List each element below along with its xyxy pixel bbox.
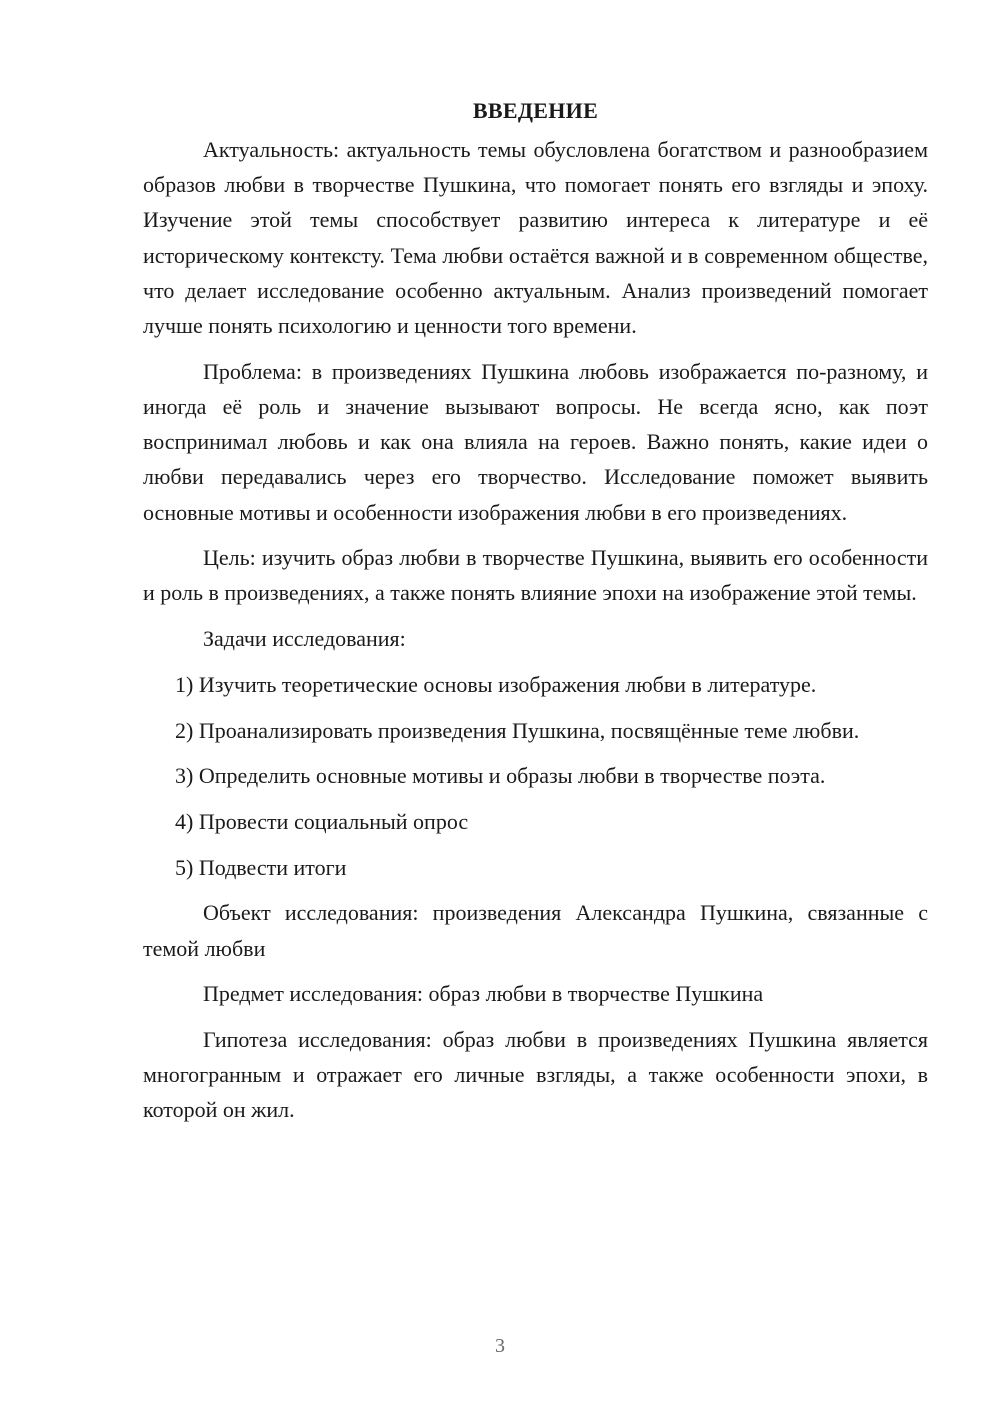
subject-paragraph: Предмет исследования: образ любви в творчестве Пушкина: [203, 981, 764, 1007]
problem-paragraph: Проблема: в произведениях Пушкина любовь изображается по-разному, и иногда её роль и значение вызывают вопросы. Не всегда ясно, как поэт воспринимал любовь и как она влияла на героев. Важно понять, какие идеи о любви передавались через его творчество. Исследование поможет выявить основные мотивы и особенности изображения любви в его произведениях.: [143, 358, 928, 525]
object-paragraph: Объект исследования: произведения Александра Пушкина, связанные с темой любви: [143, 900, 928, 961]
task-item: 1) Изучить теоретические основы изображения любви в литературе.: [175, 671, 817, 697]
task-item: 2) Проанализировать произведения Пушкина, посвящённые теме любви.: [175, 717, 860, 743]
page-title: ВВЕДЕНИЕ: [472, 98, 599, 123]
task-item: 3) Определить основные мотивы и образы любви в творчестве поэта.: [175, 763, 826, 789]
document-page: [143, 96, 928, 1138]
task-item: 4) Провести социальный опрос: [175, 808, 469, 834]
page-number: 3: [495, 1335, 505, 1357]
hypothesis-paragraph: Гипотеза исследования: образ любви в произведениях Пушкина является многогранным и отражает его личные взгляды, а также особенности эпохи, в которой он жил.: [143, 1026, 928, 1123]
task-item: 5) Подвести итоги: [175, 854, 347, 880]
tasks-heading: Задачи исследования:: [203, 626, 406, 652]
goal-paragraph: Цель: изучить образ любви в творчестве Пушкина, выявить его особенности и роль в произведениях, а также понять влияние эпохи на изображение этой темы.: [143, 545, 928, 606]
relevance-paragraph: Актуальность: актуальность темы обусловлена богатством и разнообразием образов любви в творчестве Пушкина, что помогает понять его взгляды и эпоху. Изучение этой темы способствует развитию интереса к литературе и её историческому контексту. Тема любви остаётся важной и в современном обществе, что делает исследование особенно актуальным. Анализ произведений помогает лучше понять психологию и ценности того времени.: [143, 137, 928, 339]
